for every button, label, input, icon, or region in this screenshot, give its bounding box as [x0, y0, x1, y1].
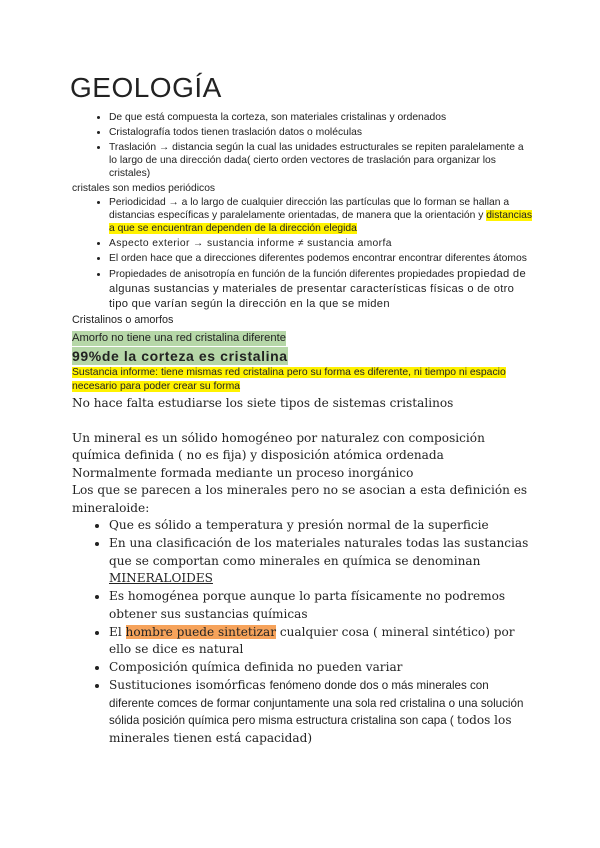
paragraph-normalmente: Normalmente formada mediante un proceso inorgánico — [72, 465, 414, 480]
list-item — [109, 196, 532, 236]
paragraph-mineral: Un mineral es un sólido homogéneo por naturalez con composición química definida ( no es fija) y disposición atómica ordenada — [72, 430, 485, 463]
paragraph-amorfo-wrap — [72, 328, 532, 346]
highlighted-sustancia: Sustancia informe: tiene mismas red cristalina pero su forma es diferente, ni tiempo ni espacio necesario para poder crear su forma — [72, 367, 506, 392]
bullet-list-mineraloides — [72, 517, 532, 747]
spacer — [72, 413, 532, 430]
list-item — [109, 267, 532, 312]
list-item-text: El — [109, 624, 126, 639]
heading-99-wrap — [72, 346, 532, 366]
paragraph-mineraloide: Los que se parecen a los minerales pero no se asocian a esta definición es mineraloide: — [72, 483, 528, 515]
document-body — [72, 111, 532, 748]
underlined-term: MINERALOIDES — [109, 571, 213, 586]
list-item: • El orden hace que a direcciones diferentes podemos encontrar encontrar diferentes átomos — [109, 252, 532, 265]
list-item: • Aspecto exterior → sustancia informe ≠ sustancia amorfa — [109, 237, 532, 250]
list-item-text: cualquier cosa ( mineral sintético) por ello se dice es natural — [109, 624, 515, 657]
highlighted-orange: hombre puede sintetizar — [125, 624, 277, 639]
bullet-list-intro — [72, 111, 532, 181]
list-item-text-wide: propiedad de algunas sustancias y materiales de presentar características físicas o de otro tipo que varían según la dirección en la que se miden — [109, 267, 526, 310]
paragraph-cristales: cristales son medios periódicos — [72, 183, 216, 195]
highlighted-text: distancias a que se encuentran dependen de la dirección elegida — [109, 210, 532, 235]
list-item: • De que está compuesta la corteza, son materiales cristalinas y ordenados — [109, 111, 532, 124]
paragraph-cristalinos: Cristalinos o amorfos — [72, 314, 174, 327]
list-item: • Que es sólido a temperatura y presión normal de la superficie — [109, 517, 532, 535]
bullet-list-periodicidad — [72, 196, 532, 312]
list-item-text: todos los minerales tienen está capacidad) — [109, 713, 512, 745]
list-item — [109, 535, 532, 588]
list-item-text: Periodicidad → a lo largo de cualquier dirección las partículas que lo forman se hallan a distancias específicas y paralelamente orientadas, de manera que la orientación y — [109, 196, 510, 222]
list-item — [109, 677, 532, 747]
list-item — [109, 624, 532, 659]
page-title: GEOLOGÍA — [70, 72, 222, 103]
mineral-section — [72, 430, 532, 748]
list-item-text-sans: fenómeno donde dos o más minerales con diferente comces de formar conjuntamente una sola red cristalina o una solución sólida posición química pero misma estructura cristalina son capa ( — [109, 679, 524, 728]
list-item-text: En una clasificación de los materiales naturales todas las sustancias que se comportan como minerales en química se denominan — [109, 536, 529, 568]
list-item: • Es homogénea porque aunque lo parta físicamente no podremos obtener sus sustancias químicas — [109, 588, 532, 623]
heading-99: 99%de la corteza es cristalina — [72, 348, 288, 365]
list-item: • Composición química definida no pueden variar — [109, 659, 532, 677]
list-item-text: Sustituciones isomórficas — [109, 678, 270, 693]
list-item: • Cristalografía todos tienen traslación datos o moléculas — [109, 126, 532, 139]
paragraph-sustancia — [72, 366, 532, 393]
list-item-text: Propiedades de anisotropía en función de la función diferentes propiedades — [109, 268, 458, 280]
list-item: • Traslación → distancia según la cual las unidades estructurales se repiten paralelamente a lo largo de una dirección dada( cierto orden vectores de traslación para organizar los cristales) — [109, 141, 532, 181]
paragraph-no-hace-falta: No hace falta estudiarse los siete tipos de sistemas cristalinos — [72, 396, 454, 411]
highlighted-amorfo: Amorfo no tiene una red cristalina diferente — [72, 332, 286, 345]
